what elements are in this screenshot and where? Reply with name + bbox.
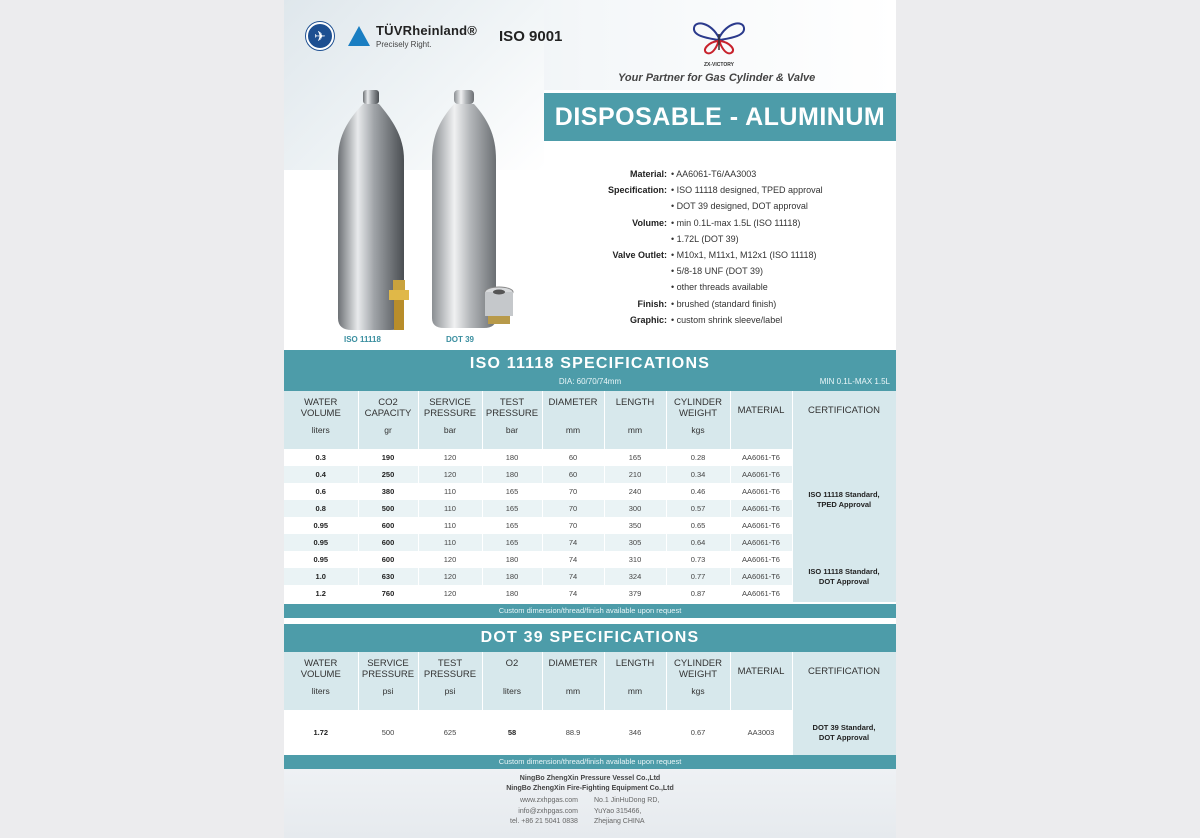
column-header (666, 391, 730, 449)
table-cell: 0.3 (284, 449, 358, 466)
spec-row (584, 247, 823, 263)
column-header-name: DIAMETER (548, 658, 598, 669)
table-cell: 70 (542, 500, 604, 517)
column-header-unit: mm (565, 425, 581, 435)
column-header-unit: kgs (691, 425, 705, 435)
column-header-unit: kgs (691, 686, 705, 696)
table-cell: 60 (542, 449, 604, 466)
column-header-name: TEST PRESSURE (423, 658, 477, 680)
table-cell: 600 (358, 517, 418, 534)
table-cell: 305 (604, 534, 666, 551)
table-cell: AA6061-T6 (730, 568, 792, 585)
table-cell: 350 (604, 517, 666, 534)
spec-value: • custom shrink sleeve/label (671, 314, 783, 325)
table-cell: 165 (482, 517, 542, 534)
spec-value: • ISO 11118 designed, TPED approval (671, 185, 823, 196)
table-cell: AA6061-T6 (730, 466, 792, 483)
column-header-name: O2 (505, 658, 519, 669)
column-header-name: LENGTH (615, 658, 655, 669)
column-header (604, 652, 666, 710)
spec-row (584, 182, 823, 198)
dot-39-label: DOT 39 (446, 335, 475, 344)
column-header-name: DIAMETER (548, 397, 598, 408)
table-cell: 165 (604, 449, 666, 466)
spec-value: • DOT 39 designed, DOT approval (671, 201, 808, 212)
table-cell: 346 (604, 710, 666, 755)
address-line-2: YuYao 315466, (594, 807, 642, 815)
logo-name: ZX-VICTORY (703, 62, 734, 68)
company-logo (688, 20, 750, 68)
table-cell: 120 (418, 466, 482, 483)
column-header-unit: liters (311, 425, 330, 435)
column-header-name: MATERIAL (737, 666, 785, 677)
table-cell: 625 (418, 710, 482, 755)
table-cell: 0.34 (666, 466, 730, 483)
spec-key (584, 263, 671, 279)
table-cell: 120 (418, 449, 482, 466)
table-cell: 0.8 (284, 500, 358, 517)
table-row (284, 551, 896, 568)
tuv-name: TÜVRheinland® (376, 23, 478, 38)
table-cell: AA6061-T6 (730, 483, 792, 500)
column-header-name: CERTIFICATION (808, 405, 880, 416)
table-cell: 74 (542, 585, 604, 602)
table-cell: 600 (358, 551, 418, 568)
phone-number: tel. +86 21 5041 0838 (510, 818, 578, 825)
company-name-1: NingBo ZhengXin Pressure Vessel Co.,Ltd (519, 775, 661, 782)
dot-seal-icon: ✈ (306, 22, 334, 50)
table-cell: 110 (418, 483, 482, 500)
table-cell: 240 (604, 483, 666, 500)
column-header-name: SERVICE PRESSURE (361, 658, 415, 680)
column-header (604, 391, 666, 449)
dot-custom-note: Custom dimension/thread/finish available upon request (284, 755, 896, 769)
table-cell: 70 (542, 483, 604, 500)
table-cell: AA6061-T6 (730, 551, 792, 568)
column-header (730, 652, 792, 710)
column-header (482, 391, 542, 449)
spec-row (584, 215, 823, 231)
table-cell: 0.64 (666, 534, 730, 551)
tuv-triangle-icon (348, 26, 370, 46)
certification-logos (306, 22, 562, 50)
iso-spec-table (284, 391, 896, 602)
company-name-2: NingBo ZhengXin Fire-Fighting Equipment Co.,Ltd (506, 785, 674, 792)
spec-key: Volume: (632, 217, 667, 228)
table-cell: 58 (482, 710, 542, 755)
iso-9001-label: ISO 9001 (499, 27, 563, 45)
column-header-unit: mm (627, 425, 643, 435)
table-cell: 190 (358, 449, 418, 466)
table-cell: 0.28 (666, 449, 730, 466)
column-header (542, 391, 604, 449)
table-cell: 120 (418, 551, 482, 568)
table-cell: 500 (358, 710, 418, 755)
spec-value: • other threads available (671, 282, 768, 293)
table-cell: 74 (542, 534, 604, 551)
column-header-unit: bar (505, 425, 519, 435)
column-header-name: WATER VOLUME (300, 658, 341, 680)
table-cell: AA6061-T6 (730, 517, 792, 534)
table-cell: 380 (358, 483, 418, 500)
table-cell: 0.65 (666, 517, 730, 534)
table-cell: 630 (358, 568, 418, 585)
table-cell: AA6061-T6 (730, 534, 792, 551)
certification-cell: ISO 11118 Standard, TPED Approval (792, 449, 896, 551)
spec-list (584, 166, 823, 328)
iso-11118-label: ISO 11118 (344, 335, 381, 344)
iso-spec-title: ISO 11118 SPECIFICATIONS (469, 355, 711, 372)
column-header-name: CYLINDER WEIGHT (673, 658, 723, 680)
spec-key: Graphic: (629, 314, 667, 325)
column-header-unit: psi (382, 686, 394, 696)
tagline: Your Partner for Gas Cylinder & Valve (618, 72, 816, 84)
column-header (482, 652, 542, 710)
table-cell: 1.0 (284, 568, 358, 585)
column-header (666, 652, 730, 710)
column-header-unit: liters (311, 686, 330, 696)
iso-custom-note: Custom dimension/thread/finish available upon request (284, 604, 896, 618)
table-cell: 0.95 (284, 534, 358, 551)
table-cell: 165 (482, 500, 542, 517)
spec-row (584, 312, 823, 328)
table-cell: 165 (482, 534, 542, 551)
table-cell: 0.95 (284, 551, 358, 568)
table-cell: 110 (418, 500, 482, 517)
column-header (542, 652, 604, 710)
column-header-unit: mm (565, 686, 581, 696)
table-cell: 180 (482, 466, 542, 483)
table-cell: 180 (482, 551, 542, 568)
column-header-name: CERTIFICATION (808, 666, 880, 677)
table-cell: 324 (604, 568, 666, 585)
contact-block (510, 796, 578, 828)
spec-row (584, 296, 823, 312)
table-cell: 210 (604, 466, 666, 483)
spec-key (584, 198, 671, 214)
spec-row (584, 263, 823, 279)
spec-sheet (284, 0, 896, 838)
column-header (358, 391, 418, 449)
column-header (284, 652, 358, 710)
dot-spec-header (284, 624, 896, 652)
table-cell: 120 (418, 568, 482, 585)
column-header (418, 391, 482, 449)
spec-row (584, 231, 823, 247)
spec-key: Finish: (637, 298, 667, 309)
page-title: DISPOSABLE - ALUMINUM (544, 93, 896, 141)
spec-value: • min 0.1L-max 1.5L (ISO 11118) (671, 217, 801, 228)
table-cell: AA3003 (730, 710, 792, 755)
column-header-name: SERVICE PRESSURE (423, 397, 477, 419)
tuv-tagline: Precisely Right. (376, 40, 432, 49)
table-cell: 310 (604, 551, 666, 568)
spec-row (584, 279, 823, 295)
table-row (284, 449, 896, 466)
table-cell: 0.4 (284, 466, 358, 483)
table-cell: 500 (358, 500, 418, 517)
table-cell: 88.9 (542, 710, 604, 755)
butterfly-icon (691, 20, 747, 56)
column-header-name: CYLINDER WEIGHT (673, 397, 723, 419)
table-cell: 1.2 (284, 585, 358, 602)
column-header-name: MATERIAL (737, 405, 785, 416)
spec-key: Specification: (607, 185, 667, 196)
column-header-name: TEST PRESSURE (485, 397, 539, 419)
spec-value: • AA6061-T6/AA3003 (671, 169, 757, 179)
dot-spec-title: DOT 39 SPECIFICATIONS (480, 629, 700, 646)
website-link[interactable]: www.zxhpgas.com (519, 797, 578, 804)
table-cell: 180 (482, 568, 542, 585)
spec-row (584, 166, 823, 182)
table-cell: 0.73 (666, 551, 730, 568)
column-header-unit: gr (384, 425, 392, 435)
tuv-logo (348, 23, 477, 49)
table-cell: 760 (358, 585, 418, 602)
column-header-unit: liters (503, 686, 521, 696)
table-cell: 0.87 (666, 585, 730, 602)
table-cell: 180 (482, 449, 542, 466)
table-cell: 70 (542, 517, 604, 534)
column-header (730, 391, 792, 449)
table-cell: 110 (418, 534, 482, 551)
table-cell: AA6061-T6 (730, 585, 792, 602)
column-header (358, 652, 418, 710)
spec-value: • brushed (standard finish) (671, 298, 777, 309)
column-header-name: WATER VOLUME (300, 397, 341, 419)
column-header-unit: psi (444, 686, 456, 696)
table-cell: 0.95 (284, 517, 358, 534)
column-header (792, 391, 896, 449)
table-cell: 300 (604, 500, 666, 517)
brass-valve-image (387, 280, 411, 332)
table-cell: 0.46 (666, 483, 730, 500)
table-cell: 120 (418, 585, 482, 602)
column-header (284, 391, 358, 449)
certification-cell: ISO 11118 Standard, DOT Approval (792, 551, 896, 602)
address-line-1: No.1 JinHuDong RD, (594, 797, 660, 804)
table-cell: AA6061-T6 (730, 449, 792, 466)
spec-key (584, 231, 671, 247)
table-cell: 74 (542, 568, 604, 585)
email-link[interactable]: info@zxhpgas.com (518, 807, 578, 815)
spec-value: • 1.72L (DOT 39) (671, 233, 739, 244)
spec-value: • M10x1, M11x1, M12x1 (ISO 11118) (671, 250, 817, 261)
table-cell: AA6061-T6 (730, 500, 792, 517)
table-cell: 0.77 (666, 568, 730, 585)
table-cell: 180 (482, 585, 542, 602)
spec-value: • 5/8-18 UNF (DOT 39) (671, 266, 764, 277)
certification-cell: DOT 39 Standard, DOT Approval (792, 710, 896, 755)
table-cell: 0.67 (666, 710, 730, 755)
table-cell: 0.6 (284, 483, 358, 500)
spec-row (584, 198, 823, 214)
table-cell: 379 (604, 585, 666, 602)
table-row (284, 710, 896, 755)
table-cell: 250 (358, 466, 418, 483)
column-header (792, 652, 896, 710)
table-cell: 60 (542, 466, 604, 483)
column-header-unit: mm (627, 686, 643, 696)
column-header-name: LENGTH (615, 397, 655, 408)
iso-dia-label: DIA: 60/70/74mm (558, 377, 622, 386)
address-block (594, 796, 659, 828)
column-header (418, 652, 482, 710)
table-cell: 110 (418, 517, 482, 534)
spec-key: Material: (629, 169, 667, 179)
column-header-name: CO2 CAPACITY (364, 397, 412, 419)
table-cell: 165 (482, 483, 542, 500)
dot-valve-image (483, 286, 515, 326)
address-line-3: Zhejiang CHINA (594, 818, 645, 825)
table-cell: 600 (358, 534, 418, 551)
table-cell: 1.72 (284, 710, 358, 755)
footer (284, 769, 896, 838)
iso-range-label: MIN 0.1L-MAX 1.5L (819, 377, 890, 386)
column-header-unit: bar (443, 425, 457, 435)
spec-key (584, 279, 671, 295)
dot-spec-table (284, 652, 896, 755)
table-cell: 74 (542, 551, 604, 568)
table-cell: 0.57 (666, 500, 730, 517)
hero-section (284, 0, 896, 350)
iso-spec-header (284, 350, 896, 391)
spec-key: Valve Outlet: (612, 250, 667, 261)
